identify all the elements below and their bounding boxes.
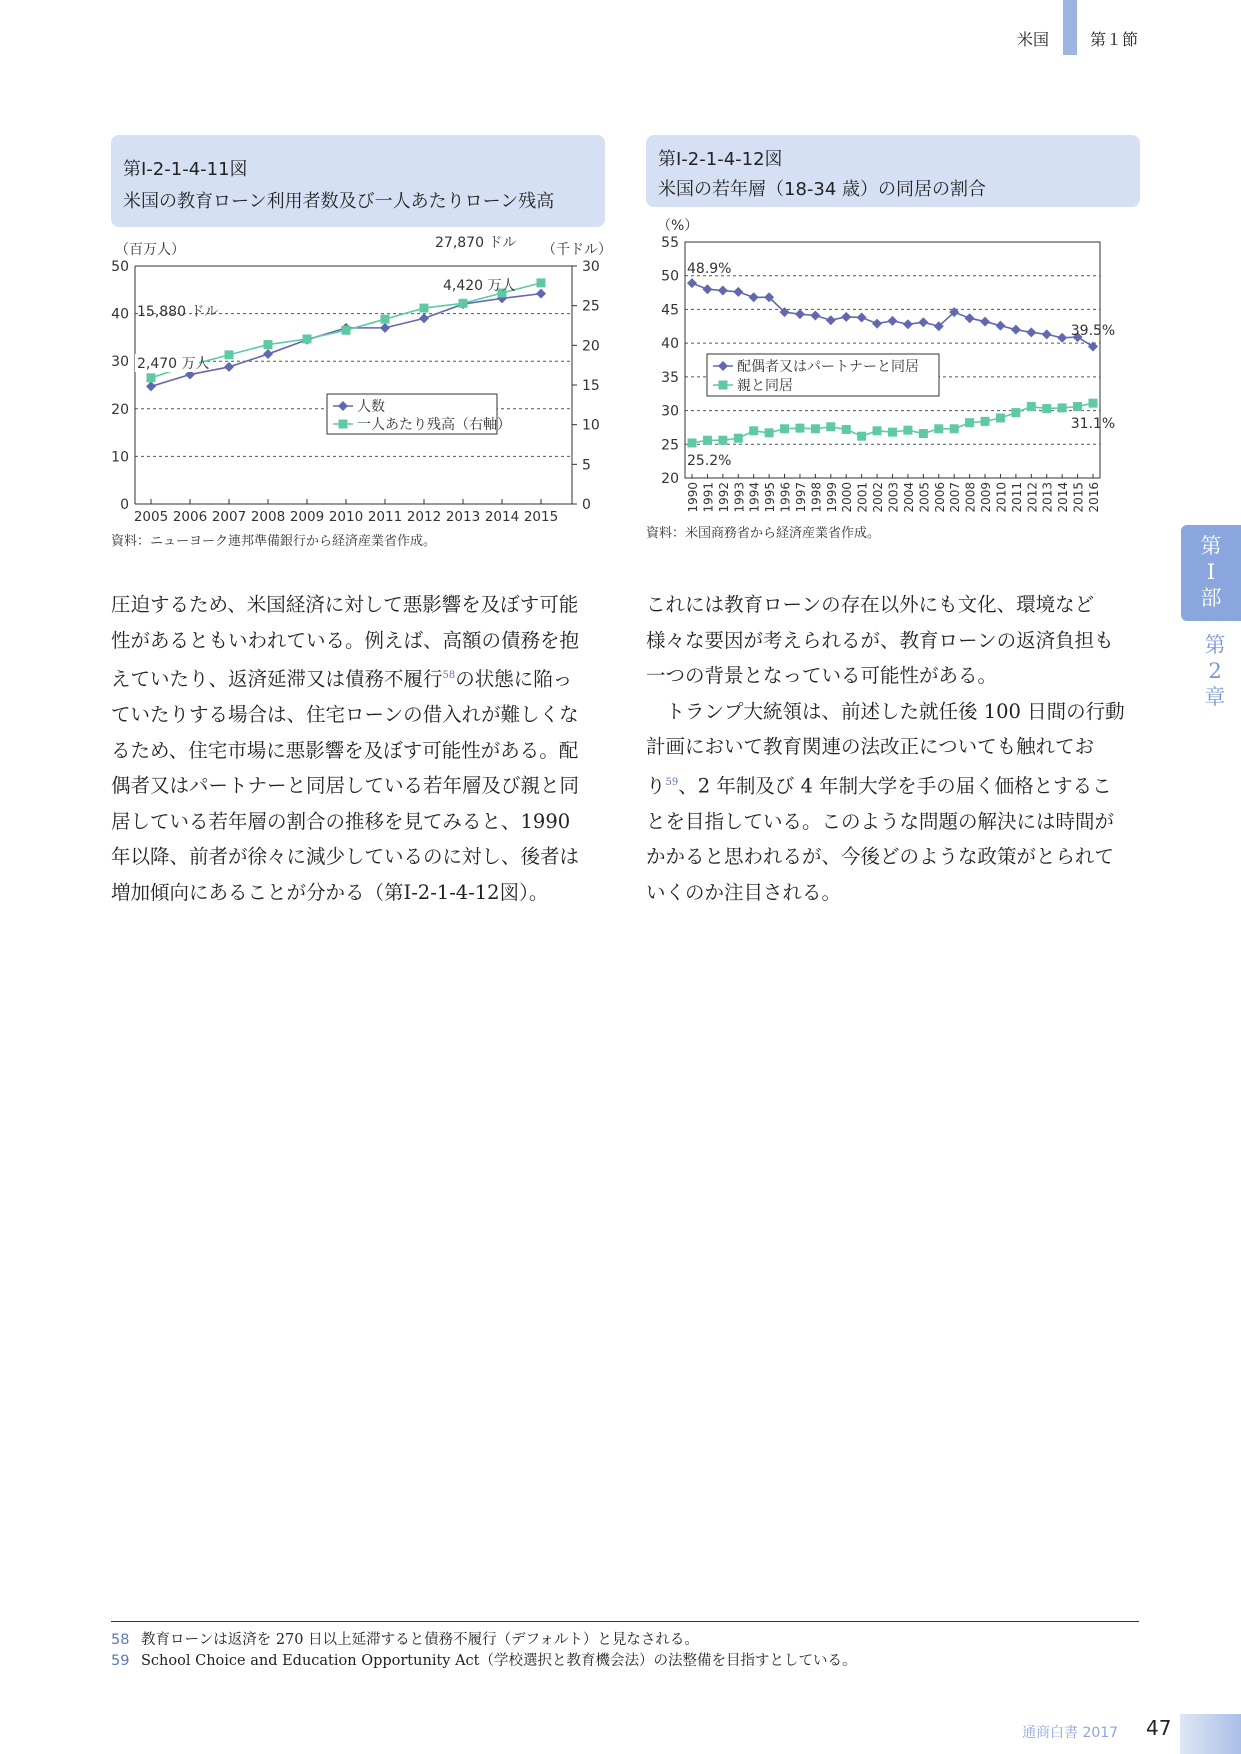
footnote-text: 教育ローンは返済を 270 日以上延滞すると債務不履行（デフォルト）と見なされる。 (141, 1632, 699, 1648)
x-axis-tick: 1991 (701, 482, 716, 513)
x-axis-tick: 2011 (1009, 482, 1024, 513)
x-axis-tick: 1997 (793, 482, 808, 513)
x-axis-tick: 2010 (328, 509, 364, 525)
x-axis-tick: 2000 (840, 482, 855, 513)
data-point-2 (749, 426, 758, 435)
annotation-last-partner: 39.5% (1070, 323, 1116, 339)
x-axis-tick: 2015 (523, 509, 559, 525)
footnote (111, 1630, 857, 1651)
chapter-label-1: 第 (1204, 633, 1226, 657)
body-line: 増加傾向にあることが分かる（第Ⅰ-2-1-4-12図）。 (111, 880, 549, 904)
footnote-number: 58 (111, 1632, 130, 1648)
header-divider-bar (1063, 0, 1077, 55)
chapter-label-3: 章 (1204, 685, 1226, 709)
data-point-2 (303, 334, 312, 343)
x-axis-tick: 1996 (778, 482, 793, 513)
x-axis-tick: 2013 (445, 509, 481, 525)
body-line: 性があるともいわれている。例えば、高額の債務を抱 (111, 628, 580, 652)
y-axis-tick: 25 (661, 437, 679, 454)
x-axis-tick: 2002 (871, 482, 886, 513)
data-point-2 (225, 350, 234, 359)
legend-swatch-marker (719, 381, 728, 390)
right-axis-tick: 30 (582, 259, 600, 275)
data-point-2 (950, 424, 959, 433)
figure1-title: 米国の教育ローン利用者数及び一人あたりローン残高 (123, 191, 555, 212)
data-point-2 (888, 428, 897, 437)
x-axis-tick: 2010 (994, 482, 1009, 513)
data-point-2 (765, 428, 774, 437)
data-point-2 (459, 299, 468, 308)
series-line-1 (692, 283, 1093, 346)
footer-gradient-bar (1180, 1714, 1241, 1754)
footnote (111, 1651, 857, 1672)
right-axis-unit: （千ドル） (542, 242, 612, 258)
figure1-number: 第Ⅰ-2-1-4-11図 (123, 159, 248, 180)
y-axis-tick: 20 (661, 471, 679, 487)
footnote-ref: 59 (665, 776, 679, 788)
x-axis-tick: 2003 (886, 482, 901, 513)
legend-label: 人数 (357, 399, 385, 415)
x-axis-tick: 2004 (901, 482, 916, 513)
y-axis-tick: 55 (661, 235, 679, 251)
data-point-2 (996, 413, 1005, 422)
x-axis-tick: 1990 (686, 482, 700, 513)
data-point-1 (263, 349, 273, 359)
x-axis-tick: 1995 (763, 482, 778, 513)
left-axis-tick: 50 (111, 259, 129, 275)
annotation-first-parents: 25.2% (687, 453, 732, 469)
x-axis-tick: 2014 (1056, 482, 1071, 513)
data-point-1 (903, 319, 913, 329)
body-line: トランプ大統領は、前述した就任後 100 日間の行動 (646, 699, 1125, 723)
x-axis-tick: 2005 (133, 509, 169, 525)
data-point-1 (419, 313, 429, 323)
body-line: かかると思われるが、今後どのような政策がとられて (646, 845, 1115, 868)
figure2-number: 第Ⅰ-2-1-4-12図 (658, 149, 783, 170)
data-point-2 (965, 418, 974, 427)
x-axis-tick: 2009 (289, 509, 325, 525)
data-point-2 (873, 426, 882, 435)
footnote-number: 59 (111, 1653, 130, 1669)
legend-swatch-marker (339, 420, 348, 429)
data-point-2 (734, 434, 743, 443)
part-label-1: 第 (1200, 534, 1222, 558)
body-text-segment: 、2 年制及び 4 年制大学を手の届く価格とするこ (678, 774, 1112, 797)
x-axis-tick: 2008 (250, 509, 286, 525)
y-axis-unit: （%） (657, 218, 699, 234)
x-axis-tick: 2006 (172, 509, 208, 525)
data-point-1 (857, 313, 867, 323)
footnote-text: School Choice and Education Opportunity Act（学校選択と教育機会法）の法整備を目指すとしている。 (141, 1653, 857, 1669)
figure2-title: 米国の若年層（18-34 歳）の同居の割合 (658, 179, 987, 200)
right-axis-tick: 15 (582, 378, 600, 394)
page-number: 47 (1146, 1716, 1172, 1740)
data-point-1 (733, 287, 743, 297)
data-point-2 (811, 424, 820, 433)
body-text-segment: の状態に陥っ (455, 667, 573, 691)
data-point-2 (703, 436, 712, 445)
footnote-ref: 58 (442, 670, 456, 681)
data-point-2 (826, 422, 835, 431)
data-point-2 (537, 278, 546, 287)
body-line (111, 658, 611, 697)
chapter-side-label (1195, 632, 1235, 710)
data-point-2 (342, 326, 351, 335)
annotation-last-balance: 27,870 ドル (435, 235, 517, 251)
left-axis-tick: 20 (111, 401, 129, 418)
x-axis-tick: 1994 (747, 482, 762, 513)
data-point-2 (780, 424, 789, 433)
left-axis-unit: （百万人） (115, 242, 185, 258)
data-point-2 (919, 429, 928, 438)
data-point-2 (1073, 402, 1082, 411)
x-axis-tick: 2012 (406, 509, 442, 525)
x-axis-tick: 2012 (1025, 482, 1040, 513)
header-subsection: 第１節 (1090, 30, 1139, 49)
data-point-1 (224, 362, 234, 372)
figure2-chart (645, 212, 1120, 520)
data-point-2 (1089, 399, 1098, 408)
data-point-2 (934, 424, 943, 433)
y-axis-tick: 35 (661, 369, 679, 386)
data-point-1 (995, 321, 1005, 331)
data-point-2 (795, 424, 804, 433)
data-point-1 (965, 313, 975, 323)
data-point-1 (872, 319, 882, 329)
data-point-2 (688, 438, 697, 447)
body-line: 圧迫するため、米国経済に対して悪影響を及ぼす可能 (111, 593, 579, 616)
figure1-source: 資料：ニューヨーク連邦準備銀行から経済産業省作成。 (111, 534, 437, 549)
y-axis-tick: 45 (661, 302, 679, 319)
right-axis-tick: 10 (582, 417, 600, 434)
annotation-last-parents: 31.1% (1070, 416, 1116, 432)
data-point-1 (810, 310, 820, 320)
part-side-tab (1181, 525, 1241, 621)
data-point-1 (1042, 329, 1052, 339)
data-point-1 (1011, 325, 1021, 335)
data-point-2 (718, 436, 727, 445)
x-axis-tick: 2006 (932, 482, 947, 513)
body-left-column (111, 587, 611, 910)
data-point-1 (1057, 333, 1067, 343)
body-text-segment: えていたり、返済延滞又は債務不履行 (111, 667, 443, 691)
footer-publication: 通商白書 2017 (1022, 1725, 1119, 1741)
y-axis-tick: 50 (661, 268, 679, 285)
data-point-1 (536, 289, 546, 299)
data-point-2 (842, 425, 851, 434)
data-point-1 (980, 317, 990, 327)
data-point-1 (687, 278, 697, 288)
x-axis-tick: 2008 (963, 482, 978, 513)
right-axis-tick: 25 (582, 298, 600, 315)
x-axis-tick: 1998 (809, 482, 824, 513)
data-point-1 (795, 309, 805, 319)
right-axis-tick: 5 (582, 457, 591, 474)
data-point-1 (749, 292, 759, 302)
body-line: 様々な要因が考えられるが、教育ローンの返済負担も (646, 628, 1114, 652)
data-point-2 (1011, 408, 1020, 417)
data-point-2 (903, 426, 912, 435)
data-point-1 (380, 323, 390, 333)
data-point-1 (826, 315, 836, 325)
left-axis-tick: 10 (111, 449, 129, 466)
data-point-1 (1026, 327, 1036, 337)
body-line: いくのか注目される。 (646, 880, 842, 904)
x-axis-tick: 2011 (367, 509, 403, 525)
footnote-divider (111, 1621, 1139, 1622)
body-line: 居している若年層の割合の推移を見てみると、1990 (111, 809, 571, 833)
data-point-2 (264, 340, 273, 349)
data-point-1 (718, 286, 728, 296)
x-axis-tick: 2007 (211, 509, 247, 525)
annotation-last-count: 4,420 万人 (443, 278, 516, 294)
annotation-first-count: 2,470 万人 (137, 356, 210, 372)
left-axis-tick: 0 (120, 497, 129, 513)
body-line: 年以降、前者が徐々に減少しているのに対し、後者は (111, 845, 580, 868)
annotation-first-balance: 15,880 ドル (137, 304, 219, 320)
body-line (646, 765, 1146, 804)
figure2-title-box (646, 135, 1140, 207)
left-axis-tick: 30 (111, 354, 129, 371)
part-label-2: Ⅰ (1206, 560, 1216, 584)
legend-label: 一人あたり残高（右軸） (357, 417, 511, 433)
body-line: 一つの背景となっている可能性がある。 (646, 664, 998, 687)
footnotes (111, 1630, 857, 1672)
data-point-1 (918, 317, 928, 327)
right-axis-tick: 0 (582, 497, 591, 513)
x-axis-tick: 2015 (1071, 482, 1086, 513)
x-axis-tick: 1992 (716, 482, 731, 513)
data-point-2 (1042, 404, 1051, 413)
figure1-chart (105, 232, 615, 532)
data-point-1 (888, 316, 898, 326)
x-axis-tick: 2007 (948, 482, 963, 513)
left-axis-tick: 40 (111, 306, 129, 323)
data-point-2 (147, 373, 156, 382)
x-axis-tick: 2001 (855, 482, 870, 513)
x-axis-tick: 2016 (1087, 482, 1101, 513)
data-point-1 (702, 284, 712, 294)
y-axis-tick: 30 (661, 403, 679, 420)
data-point-2 (1058, 403, 1067, 412)
data-point-2 (857, 432, 866, 441)
body-line: 偶者又はパートナーと同居している若年層及び親と同 (111, 774, 580, 797)
x-axis-tick: 2009 (979, 482, 994, 513)
x-axis-tick: 2014 (484, 509, 520, 525)
body-line: ていたりする場合は、住宅ローンの借入れが難しくな (111, 703, 579, 726)
body-text-segment: り (646, 774, 666, 797)
chapter-label-2: 2 (1208, 659, 1222, 683)
data-point-1 (841, 312, 851, 322)
part-label-3: 部 (1200, 586, 1222, 610)
data-point-2 (1027, 402, 1036, 411)
data-point-2 (981, 417, 990, 426)
body-right-column (646, 587, 1146, 910)
right-axis-tick: 20 (582, 338, 600, 355)
body-line: るため、住宅市場に悪影響を及ぼす可能性がある。配 (111, 738, 579, 762)
annotation-first-partner: 48.9% (687, 261, 732, 277)
x-axis-tick: 2013 (1040, 482, 1055, 513)
header-section: 米国 (1017, 30, 1050, 49)
body-line: これには教育ローンの存在以外にも文化、環境など (646, 593, 1095, 616)
data-point-2 (381, 315, 390, 324)
y-axis-tick: 40 (661, 336, 679, 353)
body-line: 計画において教育関連の法改正についても触れてお (646, 735, 1095, 758)
legend-label: 親と同居 (737, 378, 793, 394)
x-axis-tick: 1999 (824, 482, 839, 513)
data-point-1 (146, 381, 156, 391)
legend-label: 配偶者又はパートナーと同居 (737, 359, 919, 375)
body-line: とを目指している。このような問題の解決には時間が (646, 809, 1115, 833)
data-point-2 (420, 304, 429, 313)
x-axis-tick: 2005 (917, 482, 932, 513)
figure1-title-box (111, 135, 605, 227)
x-axis-tick: 1993 (732, 482, 747, 513)
figure2-source: 資料：米国商務省から経済産業省作成。 (646, 526, 881, 541)
